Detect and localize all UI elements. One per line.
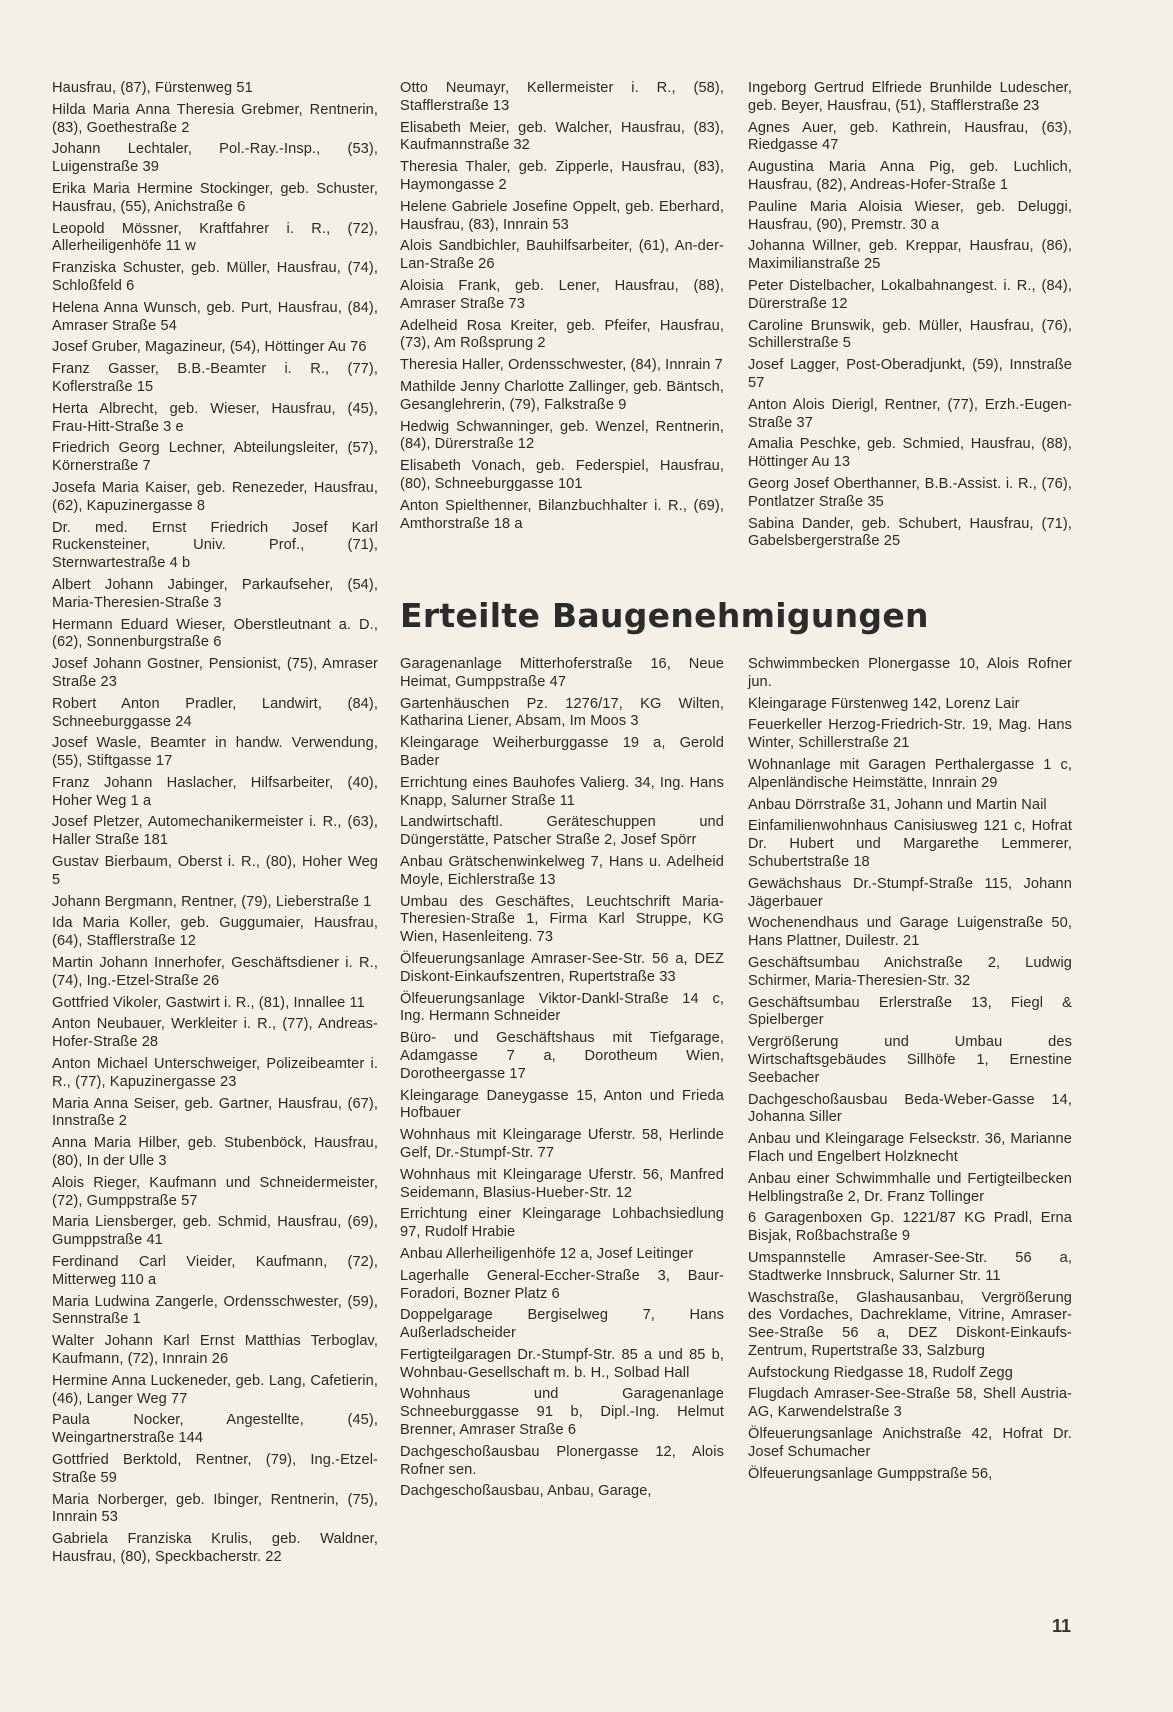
list-item: Umbau des Geschäftes, Leuchtschrift Maria-Theresien-Straße 1, Firma Karl Struppe, KG Wien, Hasenleiteng. 73 — [400, 893, 724, 946]
list-item: Maria Anna Seiser, geb. Gartner, Hausfrau, (67), Innstraße 2 — [52, 1095, 378, 1130]
list-item: Errichtung eines Bauhofes Valierg. 34, Ing. Hans Knapp, Salurner Straße 11 — [400, 774, 724, 809]
list-item: Anbau und Kleingarage Felseckstr. 36, Marianne Flach und Engelbert Holzknecht — [748, 1131, 1072, 1165]
list-item: Anna Maria Hilber, geb. Stubenböck, Hausfrau, (80), In der Ulle 3 — [52, 1135, 378, 1170]
list-item: Gartenhäuschen Pz. 1276/17, KG Wilten, Katharina Liener, Absam, Im Moos 3 — [400, 695, 724, 730]
list-item: Walter Johann Karl Ernst Matthias Terboglav, Kaufmann, (72), Innrain 26 — [52, 1333, 378, 1367]
list-item: Lagerhalle General-Eccher-Straße 3, Baur-Foradori, Bozner Platz 6 — [400, 1267, 724, 1302]
list-item: Flugdach Amraser-See-Straße 58, Shell Austria-AG, Karwendelstraße 3 — [748, 1386, 1072, 1421]
list-item: Maria Liensberger, geb. Schmid, Hausfrau, (69), Gumppstraße 41 — [52, 1214, 378, 1249]
list-item: Helene Gabriele Josefine Oppelt, geb. Eberhard, Hausfrau, (83), Innrain 53 — [400, 198, 724, 233]
list-item: Albert Johann Jabinger, Parkaufseher, (54), Maria-Theresien-Straße 3 — [52, 576, 378, 611]
list-item: Kleingarage Fürstenweg 142, Lorenz Lair — [748, 695, 1020, 712]
list-item: Wohnhaus mit Kleingarage Uferstr. 58, Herlinde Gelf, Dr.-Stumpf-Str. 77 — [400, 1127, 724, 1161]
list-item: Errichtung einer Kleingarage Lohbachsiedlung 97, Rudolf Hrabie — [400, 1206, 724, 1241]
list-item: Anbau Grätschenwinkelweg 7, Hans u. Adelheid Moyle, Eichlerstraße 13 — [400, 853, 724, 888]
list-item: Leopold Mössner, Kraftfahrer i. R., (72), Allerheiligenhöfe 11 w — [52, 220, 378, 255]
list-item: Wohnanlage mit Garagen Perthalergasse 1 c, Alpenländische Heimstätte, Innrain 29 — [748, 756, 1072, 791]
list-item: Gewächshaus Dr.-Stumpf-Straße 115, Johann Jägerbauer — [748, 875, 1072, 910]
list-item: Theresia Thaler, geb. Zipperle, Hausfrau, (83), Haymongasse 2 — [400, 159, 724, 193]
list-item: Mathilde Jenny Charlotte Zallinger, geb. Bäntsch, Gesanglehrerin, (79), Falkstraße 9 — [400, 378, 724, 413]
list-item: Dachgeschoßausbau Beda-Weber-Gasse 14, Johanna Siller — [748, 1091, 1072, 1126]
section-heading: Erteilte Baugenehmigungen — [400, 596, 929, 635]
list-item: Schwimmbecken Plonergasse 10, Alois Rofner jun. — [748, 656, 1072, 690]
list-item: Maria Norberger, geb. Ibinger, Rentnerin, (75), Innrain 53 — [52, 1491, 378, 1526]
list-item: Sabina Dander, geb. Schubert, Hausfrau, (71), Gabelsbergerstraße 25 — [748, 515, 1072, 550]
list-item: Anton Spielthenner, Bilanzbuchhalter i. R., (69), Amthorstraße 18 a — [400, 497, 724, 532]
list-item: Franziska Schuster, geb. Müller, Hausfrau, (74), Schloßfeld 6 — [52, 260, 378, 294]
list-item: Vergrößerung und Umbau des Wirtschaftsgebäudes Sillhöfe 1, Ernestine Seebacher — [748, 1034, 1072, 1086]
list-item: Garagenanlage Mitterhoferstraße 16, Neue Heimat, Gumppstraße 47 — [400, 656, 724, 690]
list-item: Maria Ludwina Zangerle, Ordensschwester, (59), Sennstraße 1 — [52, 1293, 378, 1328]
obituary-column-left — [52, 80, 378, 1571]
list-item: Ferdinand Carl Vieider, Kaufmann, (72), Mitterweg 110 a — [52, 1254, 378, 1288]
list-item: Adelheid Rosa Kreiter, geb. Pfeifer, Hausfrau, (73), Am Roßsprung 2 — [400, 317, 724, 352]
list-item: Helena Anna Wunsch, geb. Purt, Hausfrau, (84), Amraser Straße 54 — [52, 299, 378, 334]
list-item: Doppelgarage Bergiselweg 7, Hans Außerladscheider — [400, 1307, 724, 1342]
list-item: Caroline Brunswik, geb. Müller, Hausfrau, (76), Schillerstraße 5 — [748, 317, 1072, 352]
list-item: Elisabeth Meier, geb. Walcher, Hausfrau, (83), Kaufmannstraße 32 — [400, 119, 724, 154]
list-item: Johanna Willner, geb. Kreppar, Hausfrau, (86), Maximilianstraße 25 — [748, 238, 1072, 273]
list-item: Martin Johann Innerhofer, Geschäftsdiener i. R., (74), Ing.-Etzel-Straße 26 — [52, 955, 378, 989]
list-item: Wohnhaus mit Kleingarage Uferstr. 56, Manfred Seidemann, Blasius-Hueber-Str. 12 — [400, 1166, 724, 1201]
list-item: Alois Rieger, Kaufmann und Schneidermeister, (72), Gumppstraße 57 — [52, 1174, 378, 1209]
list-item: Anbau Dörrstraße 31, Johann und Martin Nail — [748, 796, 1047, 813]
list-item: Dachgeschoßausbau, Anbau, Garage, — [400, 1483, 652, 1500]
list-item: Wochenendhaus und Garage Luigenstraße 50, Hans Plattner, Duilestr. 21 — [748, 915, 1072, 950]
list-item: Geschäftsumbau Erlerstraße 13, Fiegl & Spielberger — [748, 994, 1072, 1029]
list-item: Wohnhaus und Garagenanlage Schneeburggasse 91 b, Dipl.-Ing. Helmut Brenner, Amraser Straße 6 — [400, 1386, 724, 1439]
list-item: Johann Bergmann, Rentner, (79), Lieberstraße 1 — [52, 893, 372, 910]
list-item: Kleingarage Daneygasse 15, Anton und Frieda Hofbauer — [400, 1087, 724, 1122]
list-item: Robert Anton Pradler, Landwirt, (84), Schneeburggasse 24 — [52, 695, 378, 730]
list-item: Elisabeth Vonach, geb. Federspiel, Hausfrau, (80), Schneeburggasse 101 — [400, 458, 724, 492]
list-item: 6 Garagenboxen Gp. 1221/87 KG Pradl, Erna Bisjak, Roßbachstraße 9 — [748, 1210, 1072, 1245]
list-item: Erika Maria Hermine Stockinger, geb. Schuster, Hausfrau, (55), Anichstraße 6 — [52, 180, 378, 215]
page-number: 11 — [1052, 1616, 1072, 1636]
list-item: Geschäftsumbau Anichstraße 2, Ludwig Schirmer, Maria-Theresien-Str. 32 — [748, 954, 1072, 989]
obituary-column-middle — [400, 80, 724, 537]
list-item: Peter Distelbacher, Lokalbahnangest. i. R., (84), Dürerstraße 12 — [748, 277, 1072, 312]
list-item: Kleingarage Weiherburggasse 19 a, Gerold Bader — [400, 735, 724, 769]
list-item: Büro- und Geschäftshaus mit Tiefgarage, Adamgasse 7 a, Dorotheum Wien, Dorotheergasse 17 — [400, 1030, 724, 1082]
list-item: Gustav Bierbaum, Oberst i. R., (80), Hoher Weg 5 — [52, 854, 378, 888]
list-item: Josef Wasle, Beamter in handw. Verwendung, (55), Stiftgasse 17 — [52, 735, 378, 770]
list-item: Herta Albrecht, geb. Wieser, Hausfrau, (45), Frau-Hitt-Straße 3 e — [52, 400, 378, 435]
list-item: Hermann Eduard Wieser, Oberstleutnant a. D., (62), Sonnenburgstraße 6 — [52, 616, 378, 651]
list-item: Hausfrau, (87), Fürstenweg 51 — [52, 80, 253, 96]
list-item: Josefa Maria Kaiser, geb. Renezeder, Hausfrau, (62), Kapuzinergasse 8 — [52, 479, 378, 514]
list-item: Augustina Maria Anna Pig, geb. Luchlich, Hausfrau, (82), Andreas-Hofer-Straße 1 — [748, 159, 1072, 193]
list-item: Georg Josef Oberthanner, B.B.-Assist. i. R., (76), Pontlatzer Straße 35 — [748, 475, 1072, 510]
list-item: Josef Gruber, Magazineur, (54), Höttinger Au 76 — [52, 339, 367, 356]
list-item: Theresia Haller, Ordensschwester, (84), Innrain 7 — [400, 357, 723, 374]
list-item: Dr. med. Ernst Friedrich Josef Karl Ruckensteiner, Univ. Prof., (71), Sternwartestraße 4 b — [52, 519, 378, 572]
list-item: Otto Neumayr, Kellermeister i. R., (58), Stafflerstraße 13 — [400, 80, 724, 114]
list-item: Hilda Maria Anna Theresia Grebmer, Rentnerin, (83), Goethestraße 2 — [52, 101, 378, 136]
list-item: Anton Alois Dierigl, Rentner, (77), Erzh.-Eugen-Straße 37 — [748, 396, 1072, 431]
list-item: Josef Johann Gostner, Pensionist, (75), Amraser Straße 23 — [52, 656, 378, 690]
list-item: Johann Lechtaler, Pol.-Ray.-Insp., (53), Luigenstraße 39 — [52, 141, 378, 176]
list-item: Paula Nocker, Angestellte, (45), Weingartnerstraße 144 — [52, 1412, 378, 1447]
list-item: Hedwig Schwanninger, geb. Wenzel, Rentnerin, (84), Dürerstraße 12 — [400, 418, 724, 453]
list-item: Josef Pletzer, Automechanikermeister i. R., (63), Haller Straße 181 — [52, 814, 378, 849]
list-item: Franz Johann Haslacher, Hilfsarbeiter, (40), Hoher Weg 1 a — [52, 774, 378, 809]
list-item: Ölfeuerungsanlage Viktor-Dankl-Straße 14 c, Ing. Hermann Schneider — [400, 990, 724, 1025]
list-item: Landwirtschaftl. Geräteschuppen und Düngerstätte, Patscher Straße 2, Josef Spörr — [400, 814, 724, 849]
list-item: Amalia Peschke, geb. Schmied, Hausfrau, (88), Höttinger Au 13 — [748, 436, 1072, 471]
list-item: Pauline Maria Aloisia Wieser, geb. Deluggi, Hausfrau, (90), Premstr. 30 a — [748, 198, 1072, 233]
permits-column-middle — [400, 656, 724, 1505]
list-item: Fertigteilgaragen Dr.-Stumpf-Str. 85 a und 85 b, Wohnbau-Gesellschaft m. b. H., Solbad Hall — [400, 1346, 724, 1381]
list-item: Ölfeuerungsanlage Anichstraße 42, Hofrat Dr. Josef Schumacher — [748, 1426, 1072, 1460]
list-item: Ölfeuerungsanlage Amraser-See-Str. 56 a, DEZ Diskont-Einkaufszentren, Rupertstraße 33 — [400, 950, 724, 985]
list-item: Alois Sandbichler, Bauhilfsarbeiter, (61), An-der-Lan-Straße 26 — [400, 238, 724, 273]
list-item: Josef Lagger, Post-Oberadjunkt, (59), Innstraße 57 — [748, 357, 1072, 391]
list-item: Gottfried Vikoler, Gastwirt i. R., (81), Innallee 11 — [52, 994, 365, 1011]
list-item: Agnes Auer, geb. Kathrein, Hausfrau, (63), Riedgasse 47 — [748, 119, 1072, 154]
list-item: Gabriela Franziska Krulis, geb. Waldner, Hausfrau, (80), Speckbacherstr. 22 — [52, 1531, 378, 1565]
list-item: Ingeborg Gertrud Elfriede Brunhilde Ludescher, geb. Beyer, Hausfrau, (51), Stafflerstraße 23 — [748, 80, 1072, 114]
list-item: Anbau Allerheiligenhöfe 12 a, Josef Leitinger — [400, 1245, 694, 1262]
list-item: Einfamilienwohnhaus Canisiusweg 121 c, Hofrat Dr. Hubert und Margarethe Lemmerer, Schubertstraße 18 — [748, 818, 1072, 870]
list-item: Friedrich Georg Lechner, Abteilungsleiter, (57), Körnerstraße 7 — [52, 440, 378, 475]
list-item: Hermine Anna Luckeneder, geb. Lang, Cafetierin, (46), Langer Weg 77 — [52, 1372, 378, 1407]
list-item: Gottfried Berktold, Rentner, (79), Ing.-Etzel-Straße 59 — [52, 1451, 378, 1486]
list-item: Ölfeuerungsanlage Gumppstraße 56, — [748, 1465, 993, 1482]
permits-column-right — [748, 656, 1072, 1487]
list-item: Anbau einer Schwimmhalle und Fertigteilbecken Helblingstraße 2, Dr. Franz Tollinger — [748, 1170, 1072, 1205]
list-item: Feuerkeller Herzog-Friedrich-Str. 19, Mag. Hans Winter, Schillerstraße 21 — [748, 717, 1072, 752]
list-item: Waschstraße, Glashausanbau, Vergrößerung des Vordaches, Dachreklame, Vitrine, Amraser-See-Straße 56 a, DEZ Diskont-Einkaufs-Zentrum, Rupertstraße 33, Salzburg — [748, 1289, 1072, 1359]
list-item: Anton Neubauer, Werkleiter i. R., (77), Andreas-Hofer-Straße 28 — [52, 1016, 378, 1051]
list-item: Umspannstelle Amraser-See-Str. 56 a, Stadtwerke Innsbruck, Salurner Str. 11 — [748, 1249, 1072, 1284]
list-item: Ida Maria Koller, geb. Guggumaier, Hausfrau, (64), Stafflerstraße 12 — [52, 915, 378, 950]
list-item: Aloisia Frank, geb. Lener, Hausfrau, (88), Amraser Straße 73 — [400, 277, 724, 312]
list-item: Aufstockung Riedgasse 18, Rudolf Zegg — [748, 1364, 1013, 1381]
list-item: Franz Gasser, B.B.-Beamter i. R., (77), Koflerstraße 15 — [52, 361, 378, 395]
obituary-column-right — [748, 80, 1072, 555]
list-item: Anton Michael Unterschweiger, Polizeibeamter i. R., (77), Kapuzinergasse 23 — [52, 1056, 378, 1090]
list-item: Dachgeschoßausbau Plonergasse 12, Alois Rofner sen. — [400, 1443, 724, 1478]
